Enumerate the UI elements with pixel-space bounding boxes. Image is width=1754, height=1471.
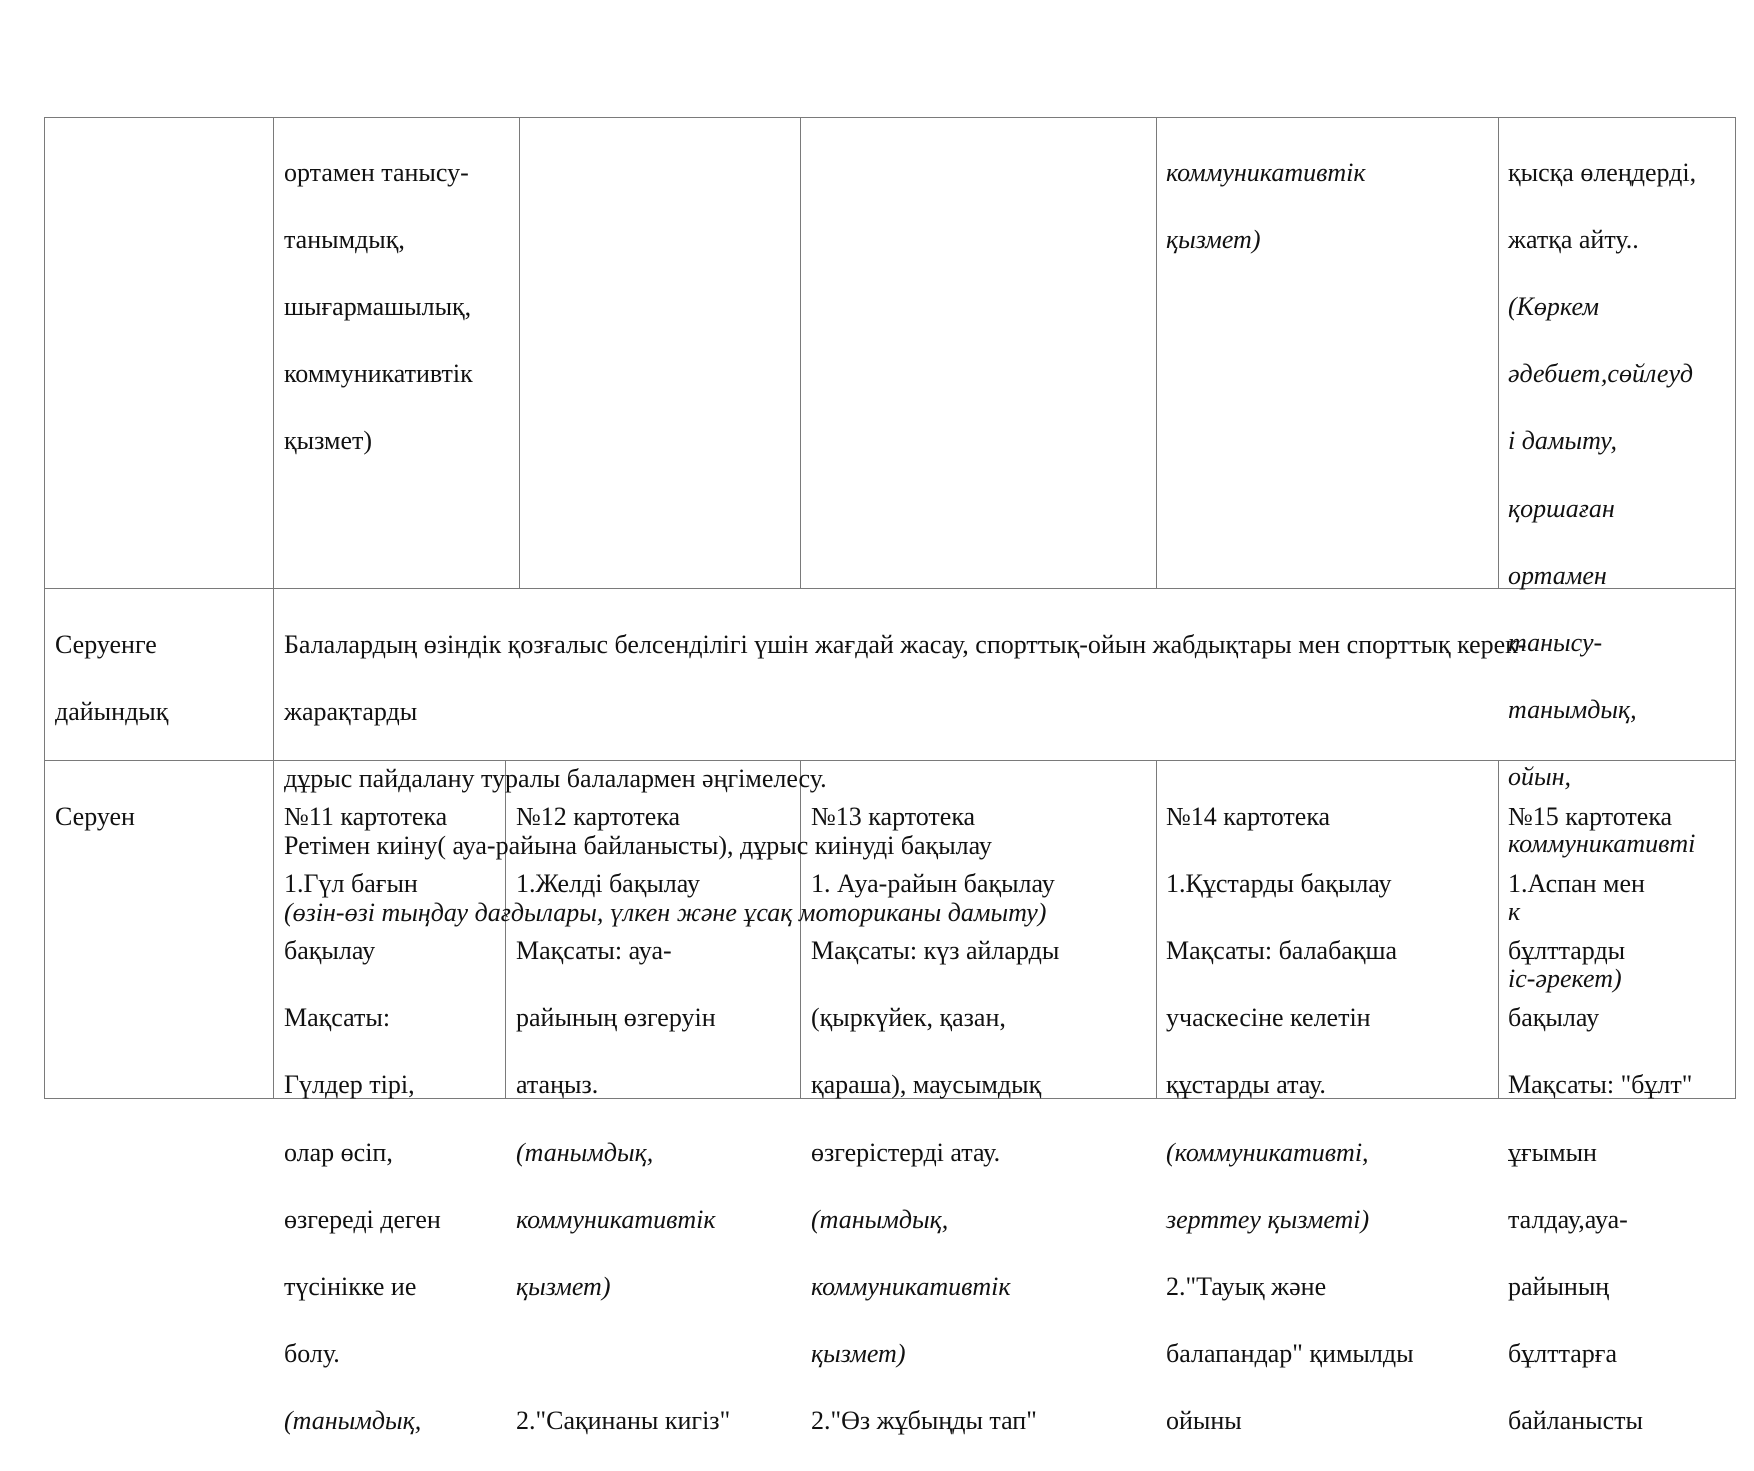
row2-text: Балалардың өзіндік қозғалыс белсенділігі үшін жағдай жасау, спорттық-ойын жабдықтары мен спорттық керек- жарақтарды дұрыс пайдалану туралы балалармен әңгімелесу. Ретімен киіну( ауа-райына байланысты), дұрыс киінуді бақылау (өзін-өзі тыңдау дағдылары, үлкен және ұсақ моториканы дамыту) [284,629,1527,928]
col-divider-label [273,117,274,1099]
row2-label: Серуенге дайындық [55,629,169,726]
row3-label: Серуен [55,801,135,831]
row-divider-1 [44,588,1736,589]
col-divider-r1-a [519,117,520,589]
row3-card-15: №15 картотека 1.Аспан мен бұлттарды бақылау Мақсаты: "бұлт" ұғымын талдау,ауа- райының бұлттарға байланысты [1508,801,1693,1436]
col-divider-r1-b [800,117,801,589]
table-border-top [44,117,1736,118]
row3-card-13: №13 картотека 1. Ауа-райын бақылау Мақсаты: күз айларды (қыркүйек, қазан, қараша), маусымдық өзгерістерді атау. (танымдық, коммуникативтік қызмет) 2."Өз жұбыңды тап" [811,801,1060,1436]
row3-card-11: №11 картотека 1.Гүл бағын бақылау Мақсаты: Гүлдер тірі, олар өсіп, өзгереді деген түсінікке ие болу. (танымдық, [284,801,448,1436]
table-border-right [1735,117,1736,1099]
schedule-table [44,117,1736,1436]
row1-col6-text: қысқа өлеңдерді, жатқа айту.. (Көркем әдебиет,сөйлеуд і дамыту, қоршаған ортамен танысу- танымдық, ойын, коммуникативті к іс-әрекет) [1508,157,1697,993]
row1-col5-text: коммуникативтік қызмет) [1166,157,1366,254]
row1-col2-text: ортамен танысу- танымдық, шығармашылық, коммуникативтік қызмет) [284,157,473,456]
row3-card-14: №14 картотека 1.Құстарды бақылау Мақсаты: балабақша учаскесіне келетін құстарды атау. (коммуникативті, зерттеу қызметі) 2."Тауық және балапандар" қимылды ойыны [1166,801,1414,1436]
col-divider-r1-c [1156,117,1157,589]
table-border-left [44,117,45,1099]
col-divider-r1-d [1498,117,1499,589]
row3-card-12: №12 картотека 1.Желді бақылау Мақсаты: ауа- райының өзгеруін атаңыз. (танымдық, коммуникативтік қызмет) 2."Сақинаны кигіз" [516,801,731,1436]
